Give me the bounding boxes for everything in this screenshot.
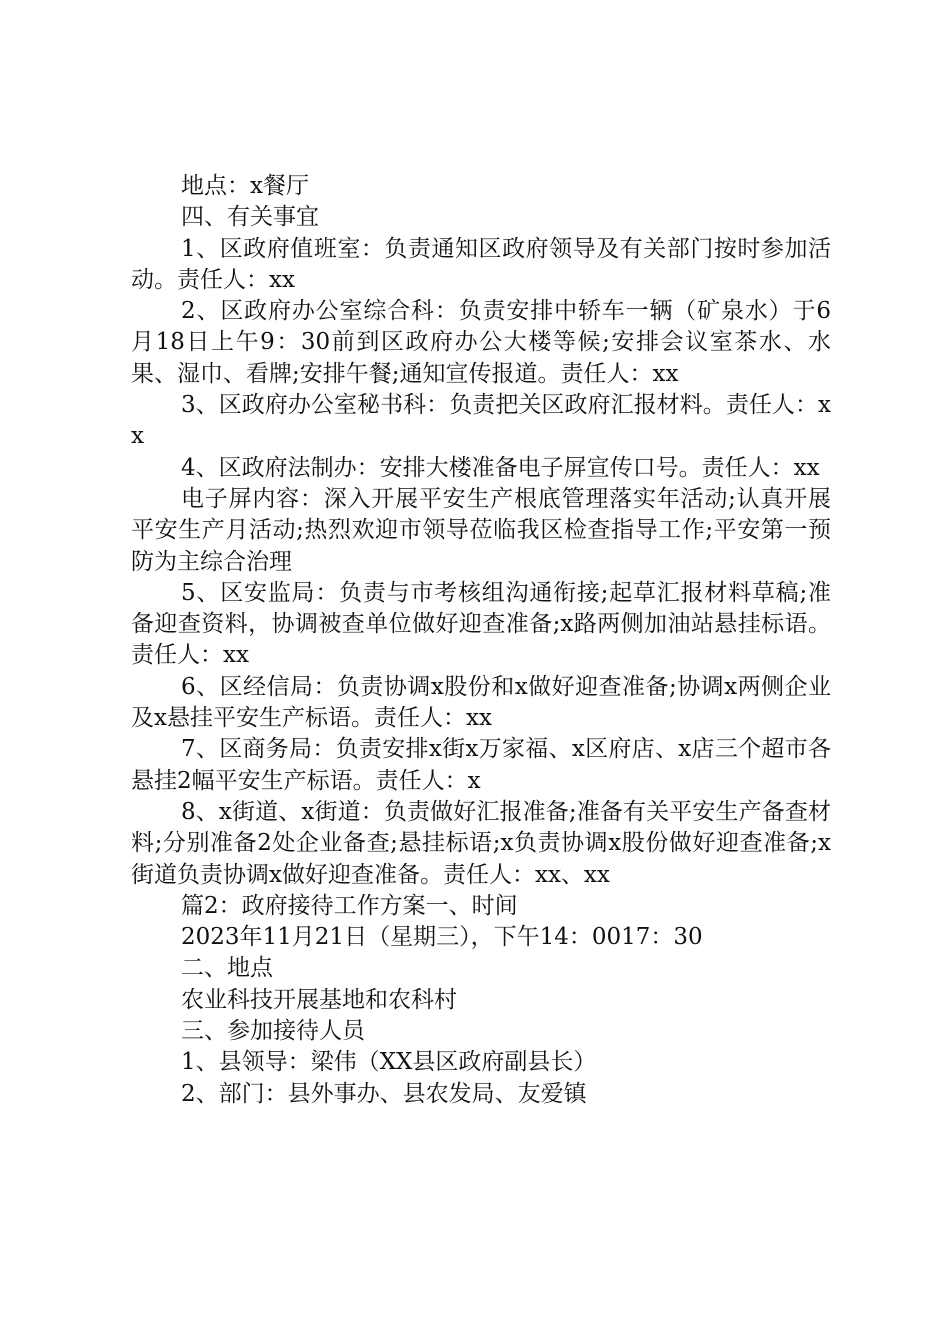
section-heading-reception-staff: 三、参加接待人员	[181, 1018, 365, 1045]
duty-item-7: 7、区商务局：负责安排x街x万家福、x区府店、x店三个超市各悬挂2幅平安生产标语。责任人：x	[131, 736, 831, 794]
staff-item-2: 2、部门：县外事办、县农发局、友爱镇	[181, 1080, 587, 1107]
time-line: 2023年11月21日（星期三），下午14：0017：30	[181, 924, 703, 951]
duty-item-8: 8、x街道、x街道：负责做好汇报准备;准备有关平安生产备查材料;分别准备2处企业备查;悬挂标语;x负责协调x股份做好迎查准备;x街道负责协调x做好迎查准备。责任人：xx、xx	[131, 798, 831, 888]
section-heading-location: 二、地点	[181, 955, 273, 982]
document-page	[131, 171, 831, 1110]
duty-item-3: 3、区政府办公室秘书科：负责把关区政府汇报材料。责任人：xx	[131, 392, 831, 450]
staff-item-1: 1、县领导：梁伟（XX县区政府副县长）	[181, 1049, 597, 1076]
location-detail: 农业科技开展基地和农科村	[181, 986, 457, 1013]
duty-item-1: 1、区政府值班室：负责通知区政府领导及有关部门按时参加活动。责任人：xx	[131, 235, 831, 293]
duty-item-5: 5、区安监局：负责与市考核组沟通衔接;起草汇报材料草稿;准备迎查资料，协调被查单位做好迎查准备;x路两侧加油站悬挂标语。责任人：xx	[131, 579, 831, 669]
chapter-2-title: 篇2：政府接待工作方案一、时间	[181, 892, 518, 919]
section-heading-related-matters: 四、有关事宜	[181, 204, 319, 231]
location-line: 地点：x餐厅	[181, 173, 309, 199]
duty-item-2: 2、区政府办公室综合科：负责安排中轿车一辆（矿泉水）于6月18日上午9：30前到区政府办公大楼等候;安排会议室茶水、水果、湿巾、看牌;安排午餐;通知宣传报道。责任人：xx	[131, 298, 831, 387]
screen-content: 电子屏内容：深入开展平安生产根底管理落实年活动;认真开展平安生产月活动;热烈欢迎市领导莅临我区检查指导工作;平安第一预防为主综合治理	[131, 485, 831, 575]
duty-item-4: 4、区政府法制办：安排大楼准备电子屏宣传口号。责任人：xx	[181, 454, 820, 481]
duty-item-6: 6、区经信局：负责协调x股份和x做好迎查准备;协调x两侧企业及x悬挂平安生产标语。责任人：xx	[131, 673, 831, 732]
